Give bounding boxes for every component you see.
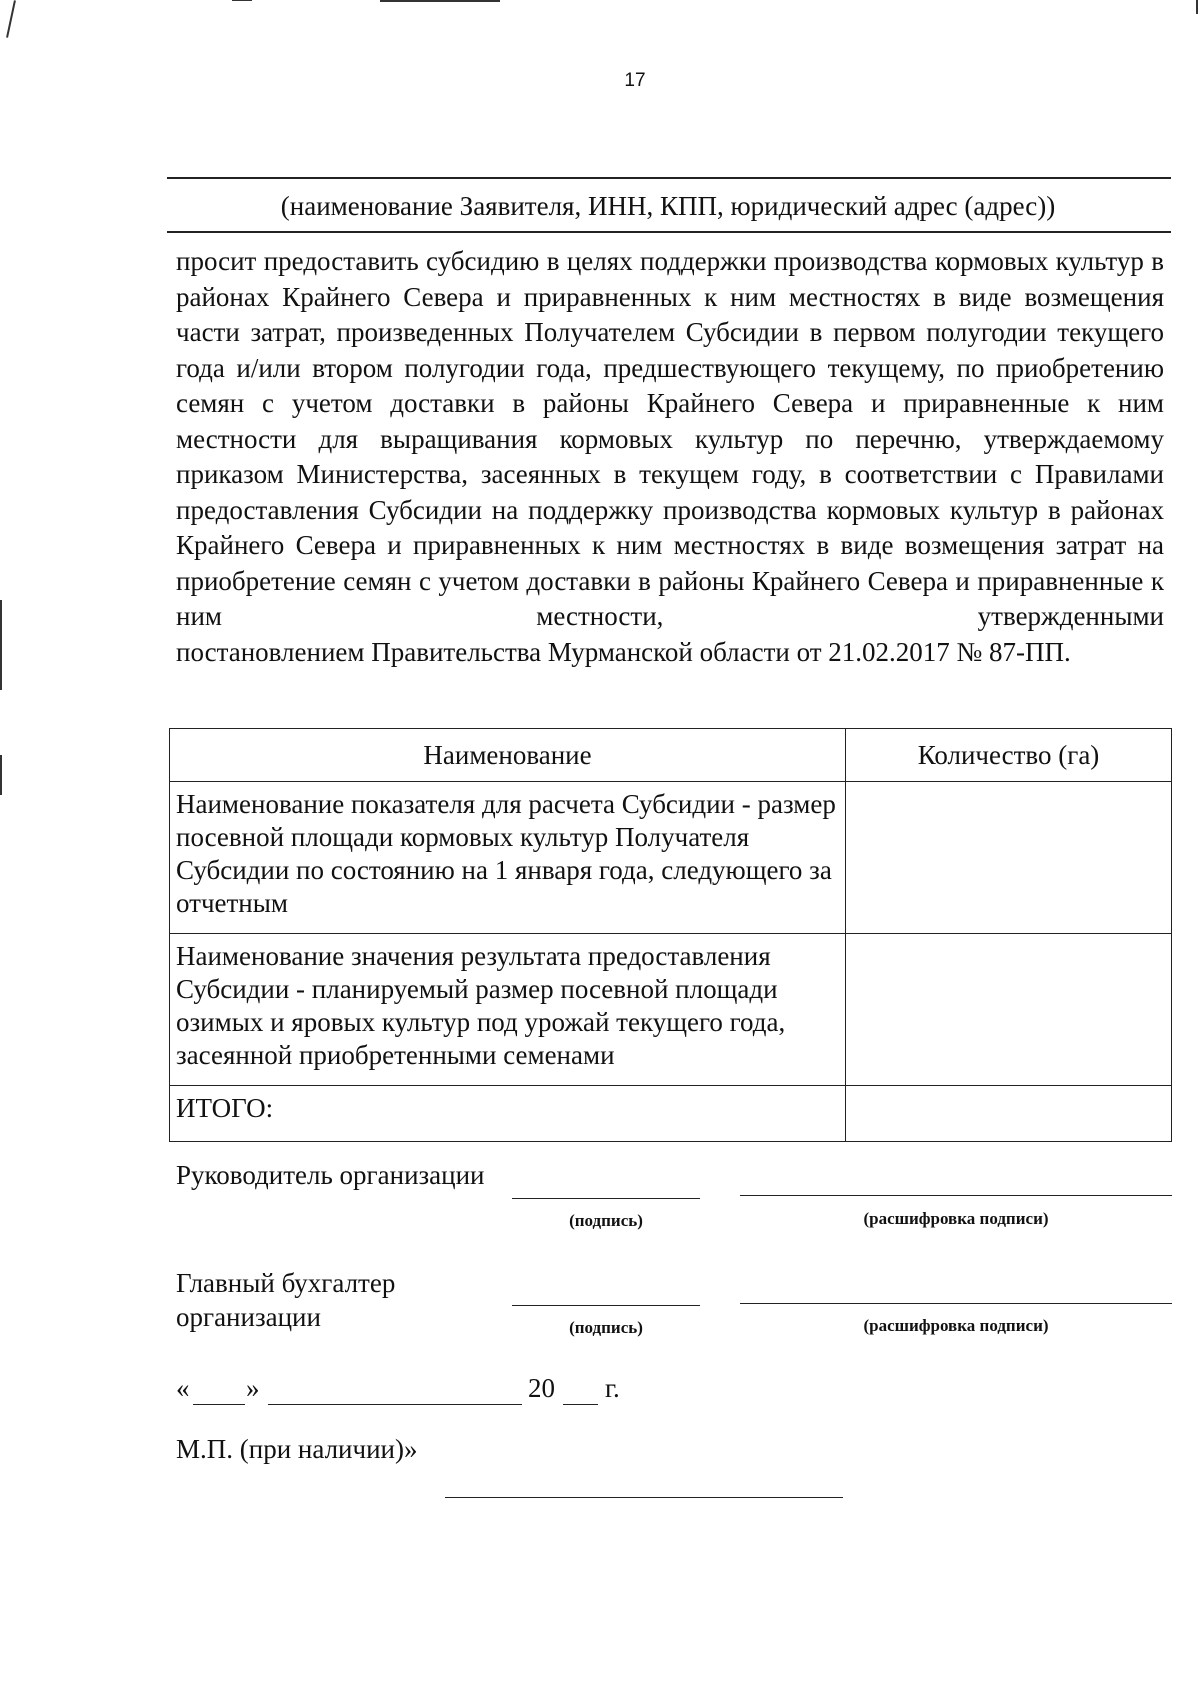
closing-rule [445, 1497, 843, 1498]
head-decode-caption: (расшифровка подписи) [863, 1209, 1049, 1228]
page-number: 17 [624, 70, 646, 91]
table-row [170, 934, 1172, 1086]
scan-mark-left [0, 755, 2, 795]
accountant-signature-caption: (подпись) [569, 1318, 643, 1337]
applicant-top-rule [167, 177, 1171, 179]
date-year-blank[interactable] [563, 1404, 598, 1405]
head-label: Руководитель организации [176, 1160, 485, 1190]
date-year-suffix: г. [605, 1373, 620, 1403]
scan-mark-top-left [6, 0, 16, 38]
row-quantity-field[interactable] [846, 934, 1172, 1086]
table-total-row [170, 1086, 1172, 1142]
header-name: Наименование [170, 729, 846, 782]
date-year-prefix: 20 [528, 1373, 555, 1403]
stamp-label: М.П. (при наличии)» [176, 1434, 418, 1464]
applicant-bottom-rule [167, 231, 1171, 233]
date-day-blank[interactable] [193, 1404, 245, 1405]
head-signature-line[interactable] [512, 1198, 700, 1199]
date-month-blank[interactable] [268, 1404, 522, 1405]
head-signature-caption: (подпись) [569, 1211, 643, 1230]
accountant-label-2: организации [176, 1302, 321, 1332]
total-label: ИТОГО: [170, 1086, 846, 1142]
accountant-decode-caption: (расшифровка подписи) [863, 1316, 1049, 1335]
row-name: Наименование значения результата предоставления Субсидии - планируемый размер посевной площади озимых и яровых культур под урожай текущего года, засеянной приобретенными семенами [170, 934, 846, 1086]
accountant-label-1: Главный бухгалтер [176, 1268, 396, 1298]
indicators-table [169, 728, 1172, 1142]
total-quantity-field[interactable] [846, 1086, 1172, 1142]
accountant-decode-line[interactable] [740, 1303, 1172, 1304]
table-row [170, 782, 1172, 934]
accountant-signature-line[interactable] [512, 1305, 700, 1306]
scan-mark-left [0, 600, 2, 690]
header-quantity: Количество (га) [846, 729, 1172, 782]
scan-mark-top [380, 0, 500, 2]
scan-mark-right [1196, 0, 1198, 14]
date-close-quote: » [246, 1373, 260, 1403]
head-decode-line[interactable] [740, 1195, 1172, 1196]
applicant-caption: (наименование Заявителя, ИНН, КПП, юридический адрес (адрес)) [280, 191, 1056, 221]
row-quantity-field[interactable] [846, 782, 1172, 934]
row-name: Наименование показателя для расчета Субсидии - размер посевной площади кормовых культур Получателя Субсидии по состоянию на 1 января года, следующего за отчетным [170, 782, 846, 934]
request-text: просит предоставить субсидию в целях поддержки производства кормовых культур в районах Крайнего Севера и приравненных к ним местностях в виде возмещения части затрат, произведенных Получателем Субсидии в первом полугодии текущего года и/или втором полугодии года, предшествующего текущему, по приобретению семян с учетом доставки в районы Крайнего Севера и приравненные к ним местности для выращивания кормовых культур по перечню, утверждаемому приказом Министерства, засеянных в текущем году, в соответствии с Правилами предоставления Субсидии на поддержку производства кормовых культур в районах Крайнего Севера и приравненных к ним местностях в виде возмещения затрат на приобретение семян с учетом доставки в районы Крайнего Севера и приравненные к ним местности, утвержденными [176, 246, 1164, 631]
scan-mark-top [232, 0, 252, 1]
table-header-row [170, 729, 1172, 782]
request-text-end: постановлением Правительства Мурманской области от 21.02.2017 № 87-ПП. [176, 636, 1071, 667]
request-paragraph [176, 244, 1164, 670]
date-open-quote: « [176, 1373, 190, 1403]
